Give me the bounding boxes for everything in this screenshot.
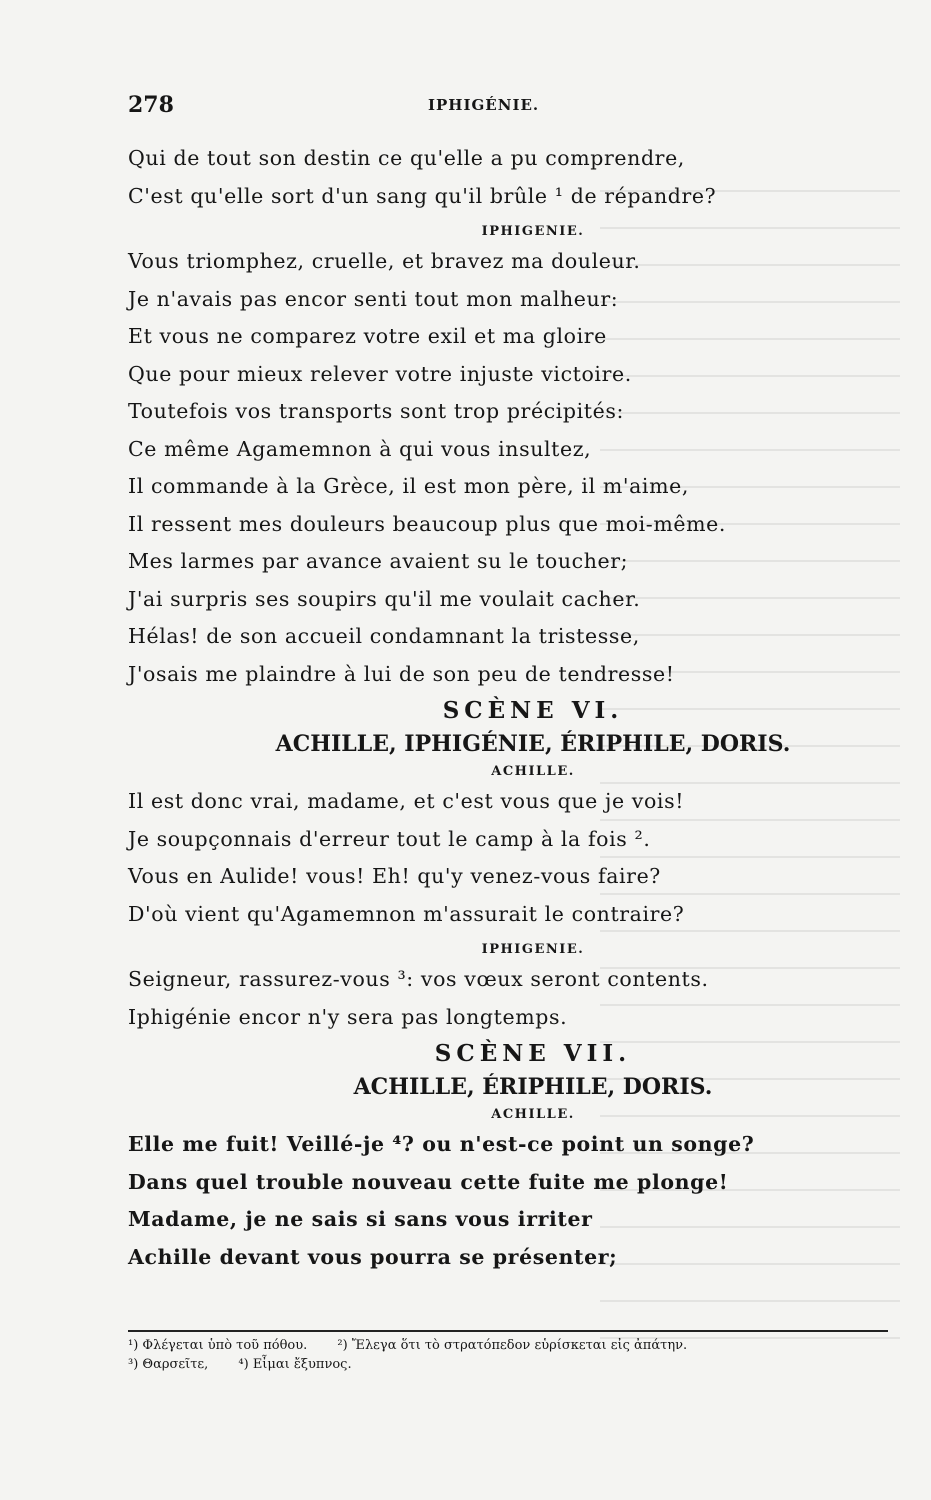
verse-line: Dans quel trouble nouveau cette fuite me plonge! bbox=[128, 1169, 729, 1194]
verse-line: Vous en Aulide! vous! Eh! qu'y venez-vous faire? bbox=[128, 864, 661, 888]
verse-line: J'osais me plaindre à lui de son peu de tendresse! bbox=[128, 661, 675, 686]
verse-line: C'est qu'elle sort d'un sang qu'il brûle ¹ de répandre? bbox=[128, 183, 717, 208]
scene-heading: SCÈNE VI. bbox=[442, 697, 624, 724]
verse-line: Je n'avais pas encor senti tout mon malheur: bbox=[128, 286, 619, 311]
verse-line: Iphigénie encor n'y sera pas longtemps. bbox=[128, 1004, 568, 1029]
scene-characters: ACHILLE, ÉRIPHILE, DORIS. bbox=[353, 1074, 713, 1100]
footnote-4: ⁴) Εἶμαι ἔξυπνος. bbox=[238, 1357, 352, 1372]
verse-line: Que pour mieux relever votre injuste victoire. bbox=[128, 361, 632, 386]
verse-line: Seigneur, rassurez-vous ³: vos vœux seront contents. bbox=[128, 967, 709, 991]
verse-line: Qui de tout son destin ce qu'elle a pu comprendre, bbox=[128, 146, 685, 170]
verse-line: Et vous ne comparez votre exil et ma gloire bbox=[128, 324, 607, 348]
scene-heading: SCÈNE VII. bbox=[434, 1040, 632, 1067]
footnote-rule bbox=[128, 1330, 888, 1332]
verse-line: Madame, je ne sais si sans vous irriter bbox=[128, 1207, 593, 1231]
verse-line: Elle me fuit! Veillé-je ⁴? ou n'est-ce point un songe? bbox=[128, 1132, 755, 1156]
verse-line: D'où vient qu'Agamemnon m'assurait le contraire? bbox=[128, 901, 685, 926]
speaker-name: ACHILLE. bbox=[491, 1107, 575, 1122]
verse-line: Hélas! de son accueil condamnant la tristesse, bbox=[128, 624, 640, 648]
verse-line: Toutefois vos transports sont trop précipités: bbox=[128, 399, 625, 423]
verse-line: Ce même Agamemnon à qui vous insultez, bbox=[128, 436, 592, 461]
verse-line: Achille devant vous pourra se présenter; bbox=[128, 1244, 618, 1269]
verse-line: Il commande à la Grèce, il est mon père, il m'aime, bbox=[128, 474, 689, 498]
verse-line: Il ressent mes douleurs beaucoup plus que moi-même. bbox=[128, 511, 726, 536]
running-title: IPHIGÉNIE. bbox=[428, 96, 540, 114]
page-header bbox=[128, 92, 788, 122]
page-number: 278 bbox=[128, 92, 174, 118]
speaker-name: ACHILLE. bbox=[491, 764, 575, 779]
speaker-name: IPHIGENIE. bbox=[481, 942, 585, 957]
footnote-2: ²) Ἔλεγα ὅτι τὸ στρατόπεδον εὑρίσκεται εἰς ἀπάτην. bbox=[337, 1338, 688, 1353]
verse-line: Mes larmes par avance avaient su le toucher; bbox=[128, 549, 629, 573]
play-text bbox=[128, 140, 808, 1276]
verse-line: J'ai surpris ses soupirs qu'il me voulait cacher. bbox=[128, 586, 641, 611]
footnote-line bbox=[128, 1336, 898, 1355]
scene-characters: ACHILLE, IPHIGÉNIE, ÉRIPHILE, DORIS. bbox=[275, 731, 791, 757]
verse-line: Vous triomphez, cruelle, et bravez ma douleur. bbox=[128, 249, 641, 273]
footnote-line bbox=[128, 1355, 898, 1374]
verse-line: Je soupçonnais d'erreur tout le camp à la fois ². bbox=[128, 826, 651, 851]
speaker-name: IPHIGENIE. bbox=[481, 224, 585, 239]
footnote-1: ¹) Φλέγεται ὑπὸ τοῦ πόθου. bbox=[128, 1338, 308, 1353]
footnotes bbox=[128, 1336, 898, 1374]
footnote-3: ³) Θαρσεῖτε, bbox=[128, 1357, 209, 1372]
verse-line: Il est donc vrai, madame, et c'est vous que je vois! bbox=[128, 789, 685, 813]
